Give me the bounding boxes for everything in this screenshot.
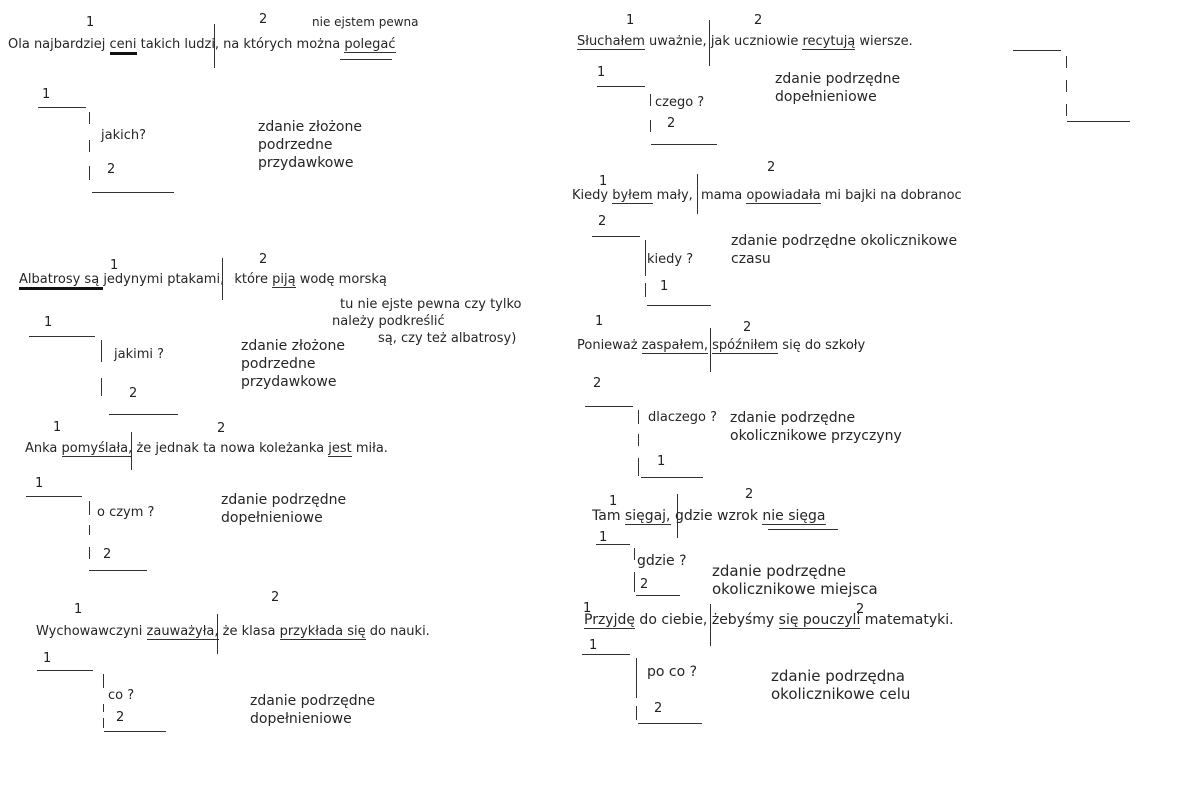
clause-number: 1 [595,314,604,329]
predicate: ceni [110,37,137,55]
predicate: recytują [802,34,856,49]
question: co ? [108,688,135,703]
predicate: zauważyła, [146,624,219,639]
diagram-number: 1 [657,454,666,469]
clause-number: 2 [767,160,776,175]
clause-divider [131,432,132,470]
clause-divider [214,24,215,68]
diagram-number: 2 [129,386,138,401]
note: nie ejstem pewna [312,15,419,29]
clause-number: 1 [110,258,119,273]
predicate: spóźniłem [712,338,779,353]
diagram-number: 1 [44,315,53,330]
predicate: zaspałem, [641,338,709,353]
diagram-line [37,670,93,671]
diagram-line [1067,121,1130,122]
question: po co ? [647,664,698,680]
diagram-line [38,107,86,108]
clause-number: 2 [271,590,280,605]
diagram-number: 2 [667,116,676,131]
diagram-connector [636,658,637,698]
predicate: jest [328,441,352,456]
question: jakimi ? [114,347,165,362]
underline [768,529,838,530]
diagram-number: 1 [589,638,598,653]
predicate: Słuchałem [577,34,645,49]
diagram-number: 2 [654,701,663,716]
clause-divider [710,604,711,646]
diagram-connector [634,572,635,592]
clause-divider [222,258,223,300]
clause-divider [709,20,710,66]
clause-number: 2 [259,252,268,267]
diagram-line [109,414,178,415]
diagram-line [29,336,95,337]
diagram-connector [638,410,639,424]
diagram-connector [645,283,646,297]
question: gdzie ? [637,553,687,569]
diagram-connector [89,547,90,559]
diagram-connector [645,240,646,276]
diagram-connector [650,120,651,132]
clause-type-label: zdanie podrzędna okolicznikowe celu [771,667,911,703]
diagram-number: 2 [103,547,112,562]
clause-number: 1 [599,174,608,189]
question: jakich? [101,128,147,143]
diagram-line [104,731,166,732]
clause-type-label: zdanie złożone podrzedne przydawkowe [241,338,345,390]
sentence-text: Albatrosy są jedynymi ptakami, które piją wodę morską [19,272,387,288]
clause-number: 1 [86,15,95,30]
clause-divider [217,614,218,654]
clause-type-label: zdanie podrzędne okolicznikowe przyczyny [730,410,902,444]
clause-number: 2 [745,487,754,502]
predicate: byłem [612,188,653,203]
diagram-line [1013,50,1061,51]
clause-number: 2 [743,320,752,335]
clause-divider [697,174,698,214]
clause-number: 1 [609,494,618,509]
diagram-connector [1066,104,1067,116]
diagram-connector [1066,80,1067,92]
diagram-line [641,477,703,478]
diagram-line [636,595,680,596]
clause-type-label: zdanie podrzędne dopełnieniowe [775,71,901,105]
question: o czym ? [97,505,155,520]
predicate: się pouczyli [778,612,861,628]
diagram-line [582,654,630,655]
clause-type-label: zdanie podrzędne dopełnieniowe [221,492,347,526]
clause-number: 2 [217,421,226,436]
clause-type-label: zdanie podrzędne dopełnieniowe [250,693,376,727]
clause-number: 2 [856,602,865,617]
diagram-number: 2 [593,376,602,391]
diagram-number: 2 [107,162,116,177]
diagram-line [597,86,645,87]
sentence-text: Wychowawczyni zauważyła, że klasa przykłada się do nauki. [36,624,430,639]
diagram-connector [638,434,639,446]
diagram-number: 1 [599,530,608,545]
sentence-text: Przyjdę do ciebie, żebyśmy się pouczyli matematyki. [584,612,954,628]
diagram-number: 1 [35,476,44,491]
predicate: piją [272,272,296,287]
diagram-connector [103,674,104,688]
diagram-line [89,570,147,571]
diagram-connector [650,94,651,106]
clause-number: 2 [259,12,268,27]
sentence-text: Tam sięgaj, gdzie wzrok nie sięga [592,508,826,524]
sentence-text: Anka pomyślała, że jednak ta nowa koleżanka jest miła. [25,441,388,456]
diagram-line [651,144,717,145]
predicate: nie sięga [762,508,826,524]
underline [340,59,392,60]
diagram-line [585,406,633,407]
diagram-connector [89,166,90,180]
diagram-line [592,236,640,237]
diagram-connector [89,501,90,515]
predicate: sięgaj, [624,508,671,524]
diagram-number: 1 [597,65,606,80]
question: dlaczego ? [648,410,718,425]
clause-type-label: zdanie podrzędne okolicznikowe czasu [731,233,958,267]
diagram-line [92,192,174,193]
diagram-connector [89,140,90,152]
diagram-connector [1066,56,1067,68]
diagram-connector [103,718,104,728]
clause-type-label: zdanie złożone podrzedne przydawkowe [258,119,362,171]
question: czego ? [655,95,705,110]
clause-number: 1 [53,420,62,435]
sentence-text: Ola najbardziej ceni takich ludzi, na których można polegać [8,37,396,53]
diagram-connector [636,706,637,720]
clause-number: 1 [626,13,635,28]
clause-number: 1 [583,601,592,616]
sentence-text: Kiedy byłem mały, mama opowiadała mi bajki na dobranoc [572,188,962,203]
diagram-number: 1 [43,651,52,666]
sentence-text: Słuchałem uważnie, jak uczniowie recytują wiersze. [577,34,913,49]
note: tu nie ejste pewna czy tylko należy podkreślić są, czy też albatrosy) [332,297,522,346]
diagram-line [647,305,711,306]
diagram-connector [103,704,104,712]
predicate: opowiadała [746,188,821,203]
diagram-line [638,723,702,724]
predicate: pomyślała, [61,441,133,456]
subject-predicate: Albatrosy są [19,272,103,290]
predicate: przykłada się [279,624,366,639]
predicate: Przyjdę [584,612,635,628]
diagram-number: 2 [598,214,607,229]
clause-divider [710,328,711,372]
question: kiedy ? [647,252,694,267]
diagram-connector [638,458,639,476]
diagram-line [26,496,82,497]
diagram-connector [101,378,102,396]
diagram-connector [101,340,102,362]
diagram-number: 2 [116,710,125,725]
sentence-text: Ponieważ zaspałem, spóźniłem się do szkoły [577,338,866,353]
predicate: polegać [344,37,396,52]
clause-number: 1 [74,602,83,617]
clause-number: 2 [754,13,763,28]
clause-divider [677,494,678,538]
diagram-number: 2 [640,577,649,592]
diagram-connector [634,548,635,560]
clause-type-label: zdanie podrzędne okolicznikowe miejsca [712,562,878,598]
diagram-connector [89,525,90,535]
diagram-line [596,544,630,545]
diagram-connector [89,112,90,124]
diagram-number: 1 [42,87,51,102]
diagram-number: 1 [660,279,669,294]
